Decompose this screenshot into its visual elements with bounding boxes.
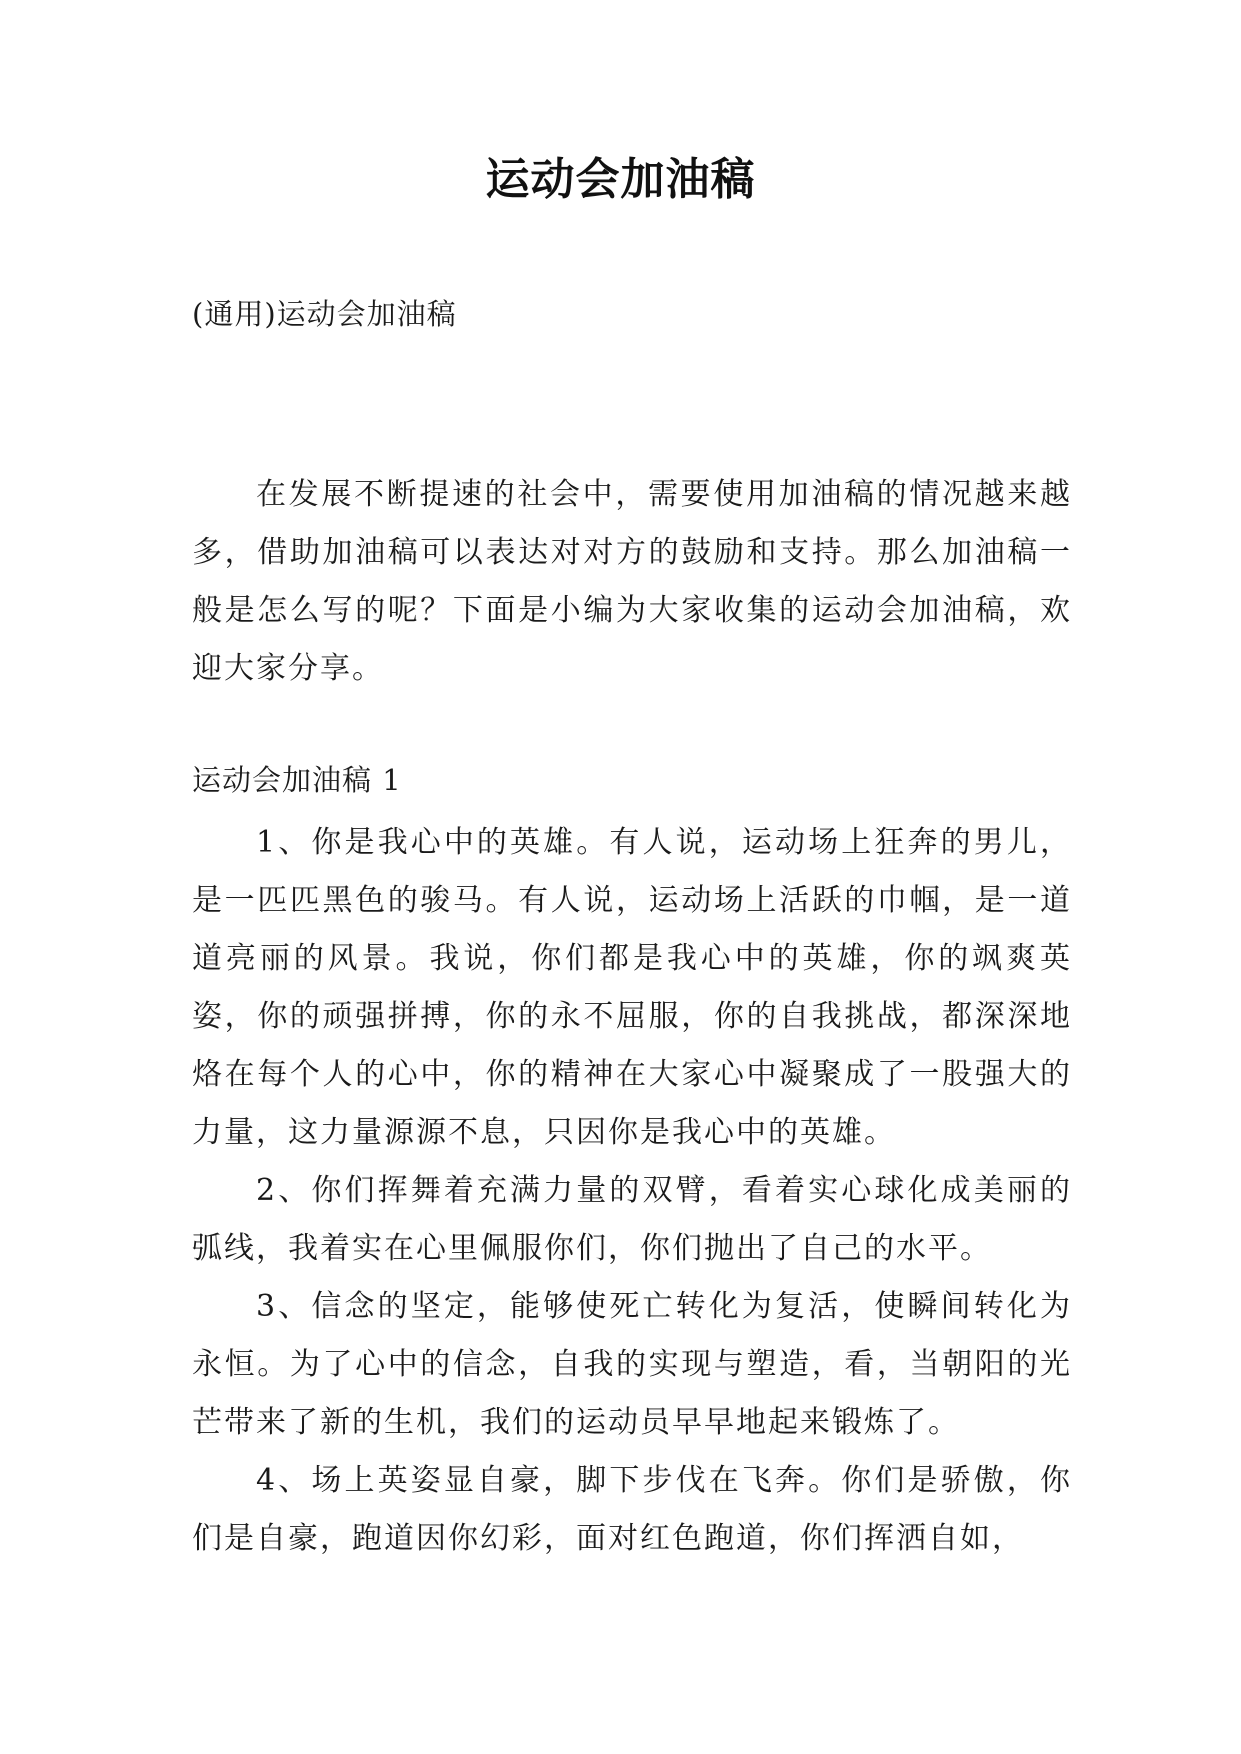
document-title: 运动会加油稿 bbox=[485, 154, 756, 205]
section-heading: 运动会加油稿 1 bbox=[192, 763, 402, 797]
cheer-item-4: 4、场上英姿显自豪，脚下步伐在飞奔。你们是骄傲，你们是自豪，跑道因你幻彩，面对红色跑道，你们挥洒自如， bbox=[192, 1463, 1072, 1556]
cheer-items bbox=[192, 814, 1072, 1568]
cheer-item-1: 1、你是我心中的英雄。有人说，运动场上狂奔的男儿，是一匹匹黑色的骏马。有人说，运动场上活跃的巾帼，是一道道亮丽的风景。我说，你们都是我心中的英雄，你的飒爽英姿，你的顽强拼搏，你的永不屈服，你的自我挑战，都深深地烙在每个人的心中，你的精神在大家心中凝聚成了一股强大的力量，这力量源源不息，只因你是我心中的英雄。 bbox=[192, 825, 1072, 1150]
document-subtitle: (通用)运动会加油稿 bbox=[192, 297, 457, 331]
cheer-item-3: 3、信念的坚定，能够使死亡转化为复活，使瞬间转化为永恒。为了心中的信念，自我的实现与塑造，看，当朝阳的光芒带来了新的生机，我们的运动员早早地起来锻炼了。 bbox=[192, 1289, 1072, 1440]
intro-paragraph: 在发展不断提速的社会中，需要使用加油稿的情况越来越多，借助加油稿可以表达对对方的鼓励和支持。那么加油稿一般是怎么写的呢？下面是小编为大家收集的运动会加油稿，欢迎大家分享。 bbox=[192, 477, 1072, 686]
intro-section bbox=[192, 466, 1072, 698]
cheer-item-2: 2、你们挥舞着充满力量的双臂，看着实心球化成美丽的弧线，我着实在心里佩服你们，你们抛出了自己的水平。 bbox=[192, 1173, 1072, 1266]
